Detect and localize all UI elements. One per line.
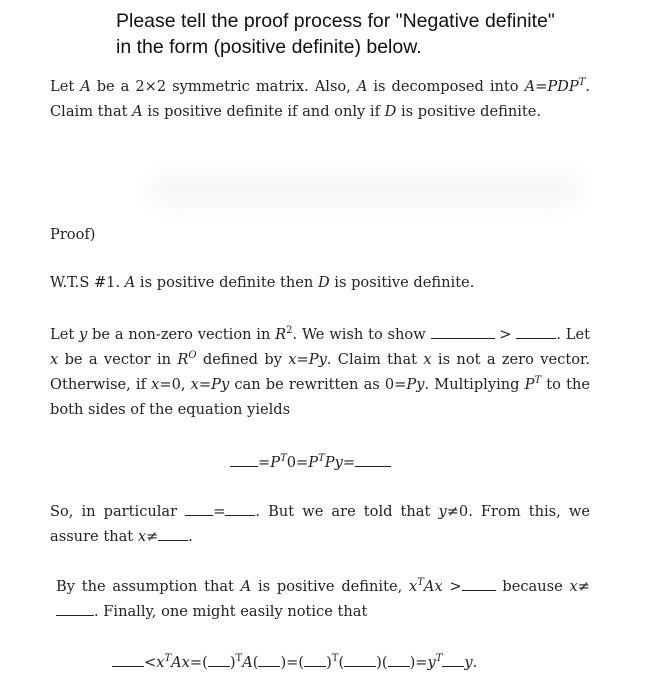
answer-blank[interactable] xyxy=(208,653,230,667)
wts-statement: W.T.S #1. A is positive definite then D is positive definite. xyxy=(50,274,475,291)
equation-2: $<x^TAx=$( )$^T$A( )=( )$^T$( )( )$=y^T$ y. xyxy=(112,652,477,674)
answer-blank[interactable] xyxy=(112,653,144,667)
answer-blank[interactable] xyxy=(344,653,376,667)
question-title xyxy=(116,8,616,60)
answer-blank[interactable] xyxy=(304,653,326,667)
answer-blank[interactable] xyxy=(230,453,258,467)
answer-blank[interactable] xyxy=(355,453,391,467)
answer-blank[interactable] xyxy=(225,502,255,516)
answer-blank[interactable] xyxy=(462,577,496,591)
title-line-2: in the form (positive definite) below. xyxy=(116,36,422,58)
problem-statement: Let A be a 2×2 symmetric matrix. Also, A is decomposed into $A=PDP^T$. Claim that A is positive definite if and only if D is positive definite. xyxy=(50,77,590,120)
answer-blank[interactable] xyxy=(185,502,213,516)
answer-blank[interactable] xyxy=(431,325,495,339)
equation-1: $=P^T0=P^TPy=$ xyxy=(230,452,391,474)
answer-blank[interactable] xyxy=(56,602,94,616)
proof-label: Proof) xyxy=(50,226,96,243)
proof-step-2: So, in particular = . But we are told that y≠0. From this, we assure that x≠ . xyxy=(50,503,590,545)
background-smudge xyxy=(150,175,580,205)
answer-blank[interactable] xyxy=(258,653,280,667)
answer-blank[interactable] xyxy=(442,653,464,667)
answer-blank[interactable] xyxy=(158,527,188,541)
proof-step-3: By the assumption that A is positive definite, $x^TAx$ > because x≠ . Finally, one might easily notice that xyxy=(56,577,590,620)
title-line-1: Please tell the proof process for "Negative definite" xyxy=(116,10,555,32)
answer-blank[interactable] xyxy=(388,653,410,667)
proof-step-1: Let y be a non-zero vection in $R^2$. We wish to show > . Let x be a vector in $R^O$ defined by x=Py. Claim that x is not a zero vector. Otherwise, if x=0, x=Py can be rewritten as 0=Py. Multiplying $P^T$ to the both sides of the equation yields xyxy=(50,325,591,418)
answer-blank[interactable] xyxy=(516,325,556,339)
